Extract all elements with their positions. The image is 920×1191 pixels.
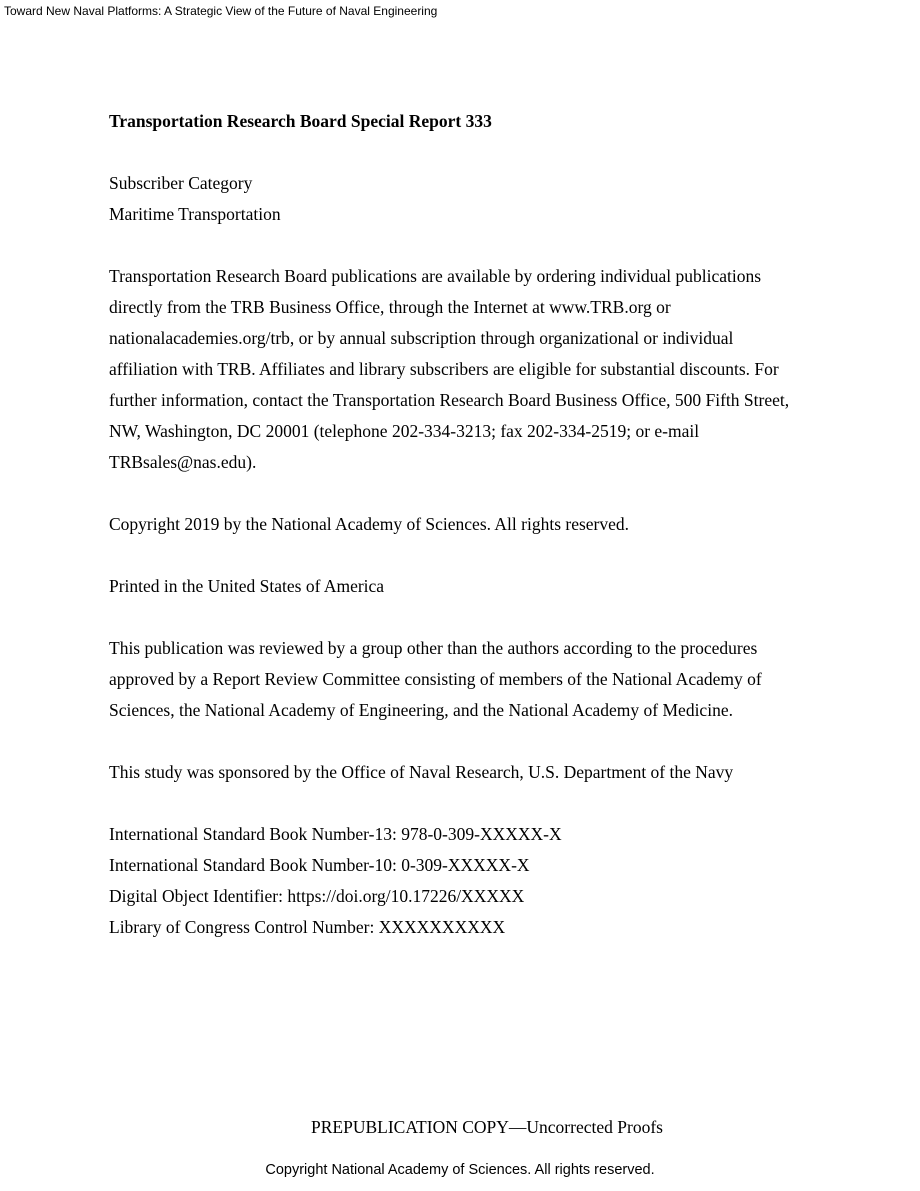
sponsor-statement: This study was sponsored by the Office of Naval Research, U.S. Department of the Navy bbox=[109, 762, 734, 782]
doi: Digital Object Identifier: https://doi.org/10.17226/XXXXX bbox=[109, 886, 525, 906]
copyright-statement: Copyright 2019 by the National Academy of Sciences. All rights reserved. bbox=[109, 514, 630, 534]
review-line: Sciences, the National Academy of Engineering, and the National Academy of Medicine. bbox=[109, 700, 733, 720]
publications-line: nationalacademies.org/trb, or by annual subscription through organizational or individual bbox=[109, 328, 734, 348]
isbn-13: International Standard Book Number-13: 978-0-309-XXXXX-X bbox=[109, 824, 562, 844]
identifiers-block bbox=[109, 819, 829, 943]
running-header: Toward New Naval Platforms: A Strategic View of the Future of Naval Engineering bbox=[4, 4, 438, 18]
subscriber-category-value: Maritime Transportation bbox=[109, 204, 281, 224]
review-paragraph bbox=[109, 633, 829, 726]
publications-paragraph bbox=[109, 261, 829, 478]
review-line: This publication was reviewed by a group other than the authors according to the procedures bbox=[109, 638, 758, 658]
prepublication-notice: PREPUBLICATION COPY—Uncorrected Proofs bbox=[311, 1117, 663, 1137]
printed-statement: Printed in the United States of America bbox=[109, 576, 385, 596]
lccn: Library of Congress Control Number: XXXXXXXXXX bbox=[109, 917, 506, 937]
review-line: approved by a Report Review Committee consisting of members of the National Academy of bbox=[109, 669, 762, 689]
publications-line: NW, Washington, DC 20001 (telephone 202-334-3213; fax 202-334-2519; or e-mail bbox=[109, 421, 700, 441]
subscriber-category bbox=[109, 168, 829, 230]
copyright-page-body bbox=[109, 106, 829, 974]
publications-line: directly from the TRB Business Office, through the Internet at www.TRB.org or bbox=[109, 297, 671, 317]
report-title: Transportation Research Board Special Report 333 bbox=[109, 111, 492, 131]
publications-line: further information, contact the Transportation Research Board Business Office, 500 Fifth Street, bbox=[109, 390, 790, 410]
page-footer: Copyright National Academy of Sciences. All rights reserved. bbox=[265, 1162, 655, 1178]
publications-line: affiliation with TRB. Affiliates and library subscribers are eligible for substantial discounts. For bbox=[109, 359, 779, 379]
publications-line: TRBsales@nas.edu). bbox=[109, 452, 257, 472]
isbn-10: International Standard Book Number-10: 0-309-XXXXX-X bbox=[109, 855, 530, 875]
subscriber-category-label: Subscriber Category bbox=[109, 173, 253, 193]
publications-line: Transportation Research Board publications are available by ordering individual publications bbox=[109, 266, 762, 286]
